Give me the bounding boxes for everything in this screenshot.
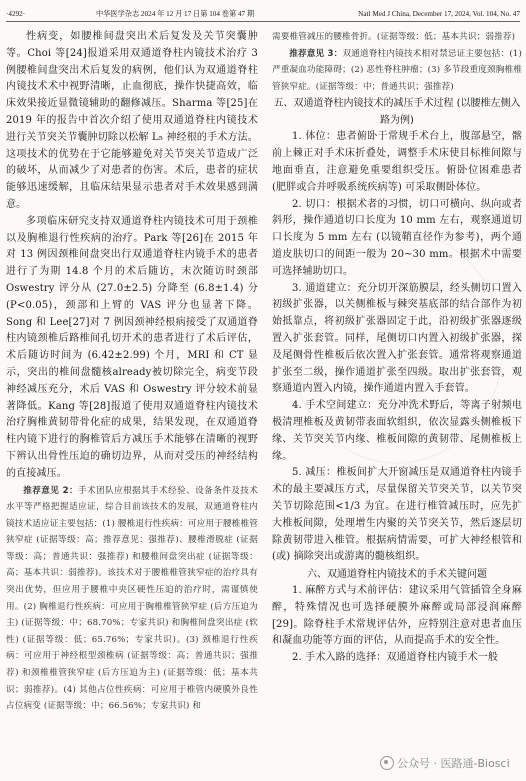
paragraph: 2. 切口：根据术者的习惯，切口可横向、纵向或者斜形，操作通道切口长度为 10 mm 左右，观察通道切口长度为 5 mm 左右 (以镜鞘直径作为参考)，两个通道皮肤切口的间距一般为 20~30 mm。根据术中需要可选择辅助切口。 [272,198,522,277]
section-heading-5: 五、双通道脊柱内镜技术的减压手术过程 (以腰椎左侧入路为例) [273,98,521,127]
paragraph: 4. 手术空间建立：充分冲洗术野后，等离子射频电极清理椎板及黄韧带表面软组织，依次显露头侧椎板下缘、关节突关节内缘、椎板间隙的黄韧带、尾侧椎板上缘。 [272,400,522,462]
section-heading-6: 六、双通道脊柱内镜技术的手术关键问题 [307,569,487,581]
right-column [272,29,522,667]
paragraph: 5. 减压：椎板间扩大开窗减压是双通道脊柱内镜手术的最主要减压方式，尽量保留关节突关节，以关节突关节切除范围<1/3 为宜。在进行椎管减压时，应先扩大椎板间隙，处理增生内聚的关节突关节，然后逐层切除黄韧带进入椎管。根据病情需要，可扩大神经根管和 (或) 摘除突出或游离的髓核组织。 [272,467,522,563]
left-column [6,29,258,715]
recommendation-title: 推荐意见 2： [23,485,79,496]
paragraph: 多项临床研究支持双通道脊柱内镜技术可用于颈椎以及胸椎退行性疾病的治疗。Park 等[26]在 2015 年对 13 例因颈椎间盘突出行双通道脊柱内镜手术的患者进行了为期 14.8 个月的术后随访，末次随访时颈部 Oswestry 评分从 (27.0±2.5) 分降至 (6.8±1.4) 分 (P<0.05)，颈部和上臂的 VAS 评分也显著下降。Song 和 Lee[27]对 7 例因颈神经根病接受了双通道脊柱内镜颈椎后路椎间孔切开术的患者进行了术后评估，术后随访时间为 (6.42±2.99) 个月，MRI 和 CT 显示，突出的椎间盘髓核already被切除完全，病变节段神经减压充分，术后 VAS 和 Oswestry 评分较术前显著降低。Kang 等[28]报道了使用双通道脊柱内镜技术治疗胸椎黄韧带骨化症的成果，结果发现，在双通道脊柱内镜下进行的胸椎管后方减压手术能够在清晰的视野下辨认出骨性压迫的确切边界，从而对受压的神经结构的直接减压。 [6,215,258,479]
wechat-icon [380,756,394,770]
paragraph: 3. 通道建立：充分切开深筋膜层，经头侧切口置入初级扩张器，以关侧椎板与棘突基底部的结合部作为初始抵靠点，将初级扩张器固定于此，沿初级扩张器逐级置入扩张套管。同样，尾侧切口内置入初级扩张器，探及尾侧骨性椎板后依次置入扩张套管。通常将观察通道扩张至二级，操作通道扩张至四级。取出扩张套管，观察通道内置入内镜，操作通道内置入手套管。 [272,282,522,395]
page-number: ·4292· [6,10,26,18]
paragraph: 2. 手术入路的选择：双通道脊柱内镜手术一般 [292,652,499,664]
watermark-label [380,756,510,771]
journal-name-en: Natl Med J China, December 17, 2024, Vol. 104, No. 47 [358,10,520,18]
recommendation-text: 手术团队应根据其手术经验、设备条件及技术水平等严格把握适应证，综合目前该技术的发展，双通道脊柱内镜技术适应证主要包括：(1) 腰椎退行性疾病：可应用于腰椎椎管狭窄症 (证据等级：高；推荐意见：强推荐)、腰椎滑脱症 (证据等级：高；普通共识：强推荐) 和腰椎间盘突出症 (证据等级：高；基本共识：弱推荐)。该技术对于腰椎椎管狭窄症的治疗具有突出优势，但应用于腰椎中央区硬性压迫的治疗时，需谨慎使用。(2) 胸椎退行性疾病：可应用于胸椎椎管狭窄症 (后方压迫为主) (证据等级：中；68.70%；专家共识) 和胸椎间盘突出症 (软性) (证据等级：低；65.76%；专家共识)。(3) 颈椎退行性疾病：可应用于神经根型颈椎病 (证据等级：高；普通共识；强推荐) 和颈椎椎管狭窄症 (后方压迫为主) (证据等级：低；基本共识；弱推荐)。(4) 其他占位性疾病：可应用于椎管内硬膜外良性占位病变 (证据等级：中；66.56%；专家共识) 和 [6,485,258,712]
recommendation-title: 推荐意见 3： [289,48,343,59]
paragraph: 性病变，如腰椎间盘突出术后复发及关节突囊肿等。Choi 等[24]报道采用双通道脊柱内镜技术治疗 3 例腰椎间盘突出术后复发的病例，他们认为双通道脊柱内镜技术术中视野清晰，止血彻底，操作快捷高效，临床效果接近显微镜辅助的翻修减压。Sharma 等[25]在 2019 年的报告中首次介绍了使用双通道脊柱内镜技术进行关节突关节囊肿切除以松解 L₅ 神经根的手术方法。这项技术的优势在于它能够避免对关节突关节造成广泛的破坏，从而减少了对患者的伤害。术后，患者的症状能够迅速缓解，且临床结果显示患者对手术效果感到满意。 [6,31,258,210]
recommendation-2 [6,483,258,715]
recommendation-continued: 需要椎管减压的腰椎骨折。(证据等级：低；基本共识；弱推荐) [272,32,516,42]
recommendation-text: 双通道脊柱内镜技术相对禁忌证主要包括：(1) 严重凝血功能障碍；(2) 恶性脊柱肿瘤；(3) 多节段重度颈胸椎椎管狭窄症。(证据等级：中；普通共识；强推荐) [272,48,522,92]
paragraph: 1. 麻醉方式与术前评估：建议采用气管插管全身麻醉，特殊情况也可选择硬膜外麻醉或局部浸润麻醉[29]。除脊柱手术常规评估外，应特别注意对患者血压和凝血功能等方面的评估，从而提高手术的安全性。 [272,585,522,647]
paragraph: 1. 体位：患者俯卧于常规手术台上，腹部悬空，髂前上棘正对手术床折叠处，调整手术床使目标椎间隙与地面垂直，注意避免重要组织受压。俯卧位困难患者 (肥胖或合并呼吸系统疾病等) 可采取侧卧体位。 [272,131,522,193]
page-header [6,7,520,22]
recommendation-3 [272,46,522,96]
journal-name-cn: 中华医学杂志 2024 年 12 月 17 日第 104 卷第 47 期 [96,10,255,18]
watermark-text: 公众号 · 医路通-Biosci [397,757,510,770]
